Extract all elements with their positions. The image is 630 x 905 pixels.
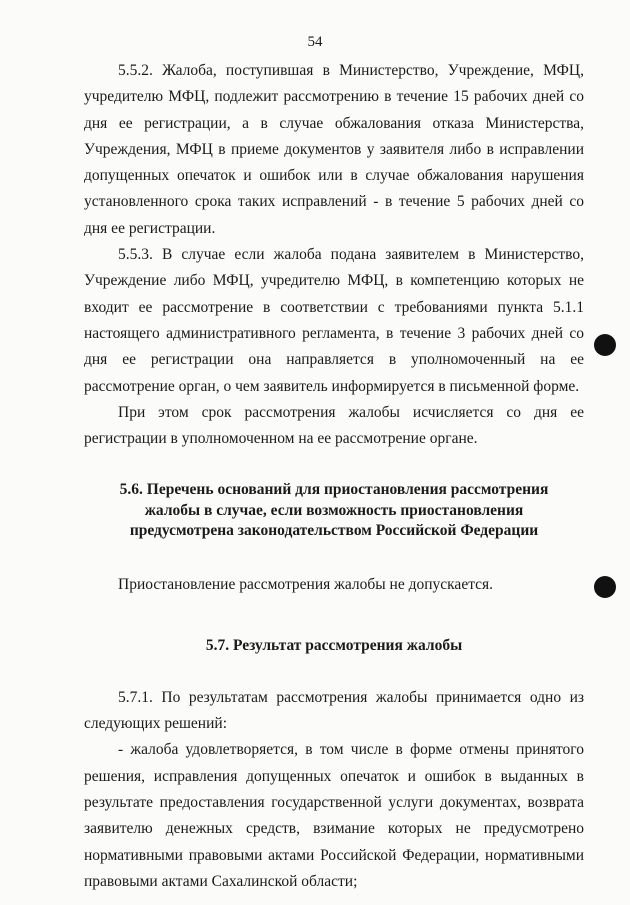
paragraph-5-5-3: 5.5.3. В случае если жалоба подана заявителем в Министерство, Учреждение либо МФЦ, учредителю МФЦ, в компетенцию которых не входит ее рассмотрение в соответствии с требованиями пункта 5.1.1 настоящего административного регламента, в течение 3 рабочих дней со дня ее регистрации она направляется в уполномоченный на ее рассмотрение орган, о чем заявитель информируется в письменной форме. [84,246,584,395]
punch-hole-mark [594,334,616,356]
page-number: 54 [307,34,323,50]
paragraph-5-5-2: 5.5.2. Жалоба, поступившая в Министерство, Учреждение, МФЦ, учредителю МФЦ, подлежит рассмотрению в течение 15 рабочих дней со дня ее регистрации, а в случае обжалования отказа Министерства, Учреждения, МФЦ в приеме документов у заявителя либо в исправлении допущенных опечаток и ошибок или в случае обжалования нарушения установленного срока таких исправлений - в течение 5 рабочих дней со дня ее регистрации. [84,62,584,237]
punch-hole-mark [594,576,616,598]
paragraph-suspension: Приостановление рассмотрения жалобы не допускается. [118,575,494,593]
list-item-complaint-satisfied: - жалоба удовлетворяется, в том числе в форме отмены принятого решения, исправления допущенных опечаток и ошибок в выданных в результате предоставления государственной услуги документах, возврата заявителю денежных средств, взимание которых не предусмотрено нормативными правовыми актами Российской Федерации, нормативными правовыми актами Сахалинской области; [84,741,584,890]
section-heading-5-6: 5.6. Перечень оснований для приостановления рассмотрения жалобы в случае, если возможность приостановления предусмотрена законодательством Российской Федерации [119,481,549,540]
paragraph-5-7-1: 5.7.1. По результатам рассмотрения жалобы принимается одно из следующих решений: [84,688,584,733]
paragraph-term-calculation: При этом срок рассмотрения жалобы исчисляется со дня ее регистрации в уполномоченном на ее рассмотрение органе. [84,403,584,448]
section-heading-5-7: 5.7. Результат рассмотрения жалобы [205,637,463,655]
document-body [84,58,584,895]
